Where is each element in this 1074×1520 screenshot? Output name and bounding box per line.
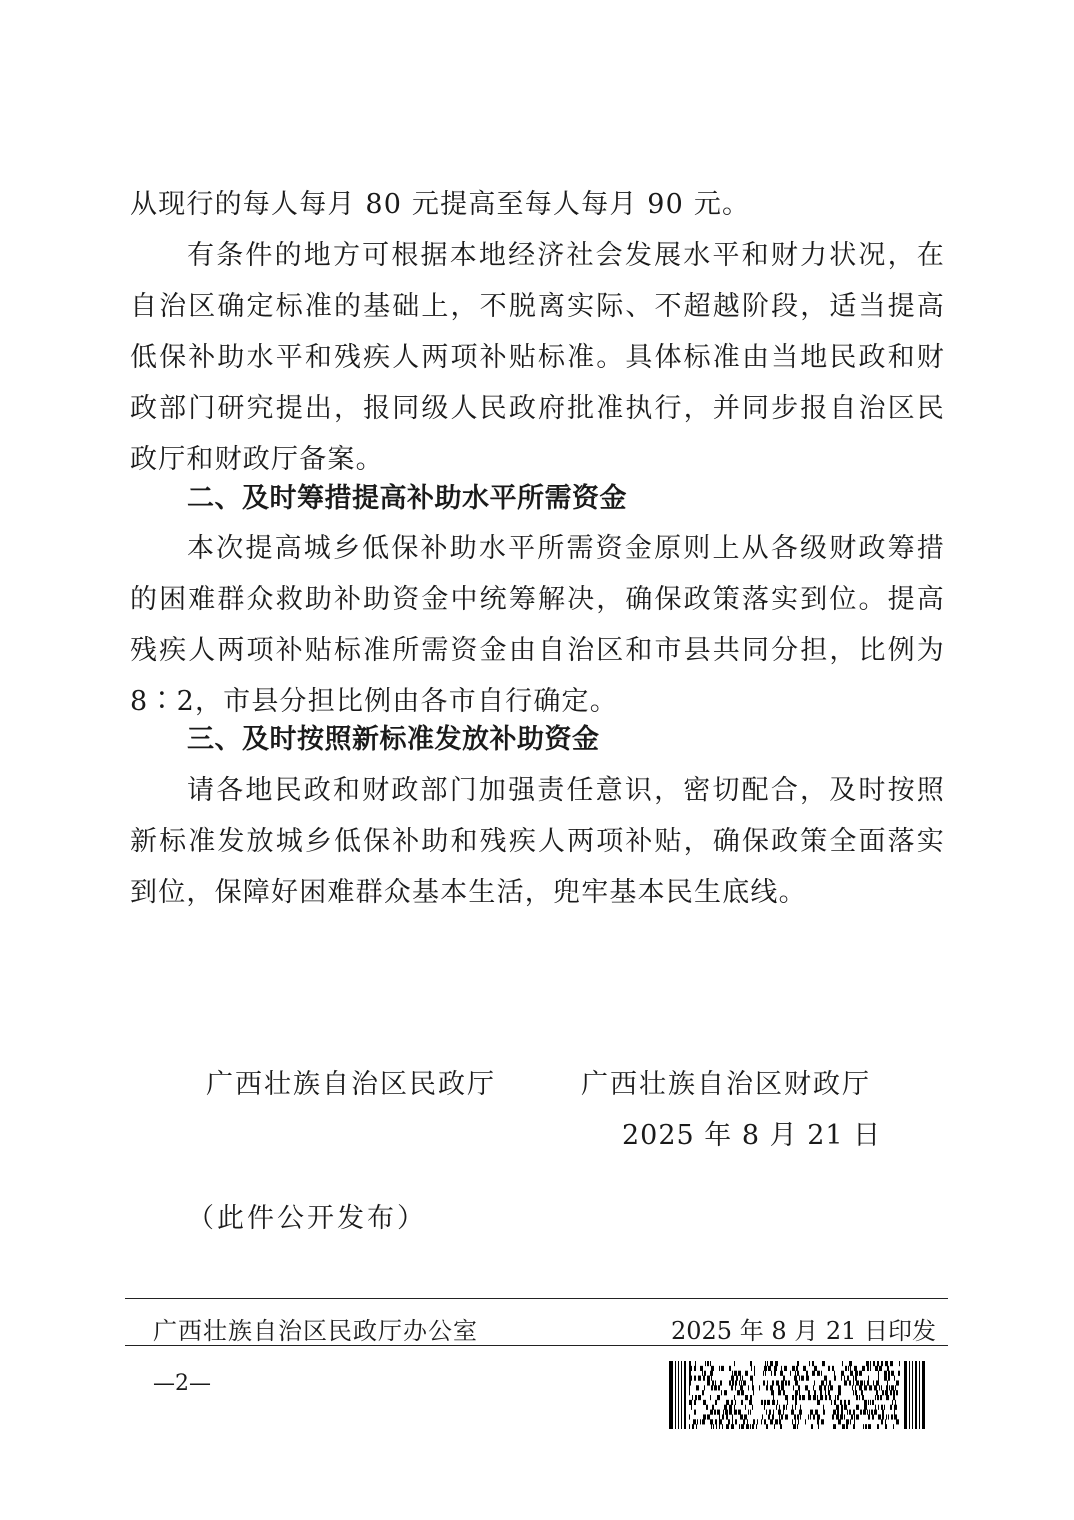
paragraph-4: 请各地民政和财政部门加强责任意识，密切配合，及时按照新标准发放城乡低保补助和残疾人两项补贴，确保政策全面落实到位，保障好困难群众基本生活，兜牢基本民生底线。 — [130, 775, 945, 908]
paragraph-3: 本次提高城乡低保补助水平所需资金原则上从各级财政筹措的困难群众救助补助资金中统筹解决，确保政策落实到位。提高残疾人两项补贴标准所需资金由自治区和市县共同分担，比例为 8∶2，市县分担比例由各市自行确定。 — [130, 533, 945, 717]
signature-date: 2025 年 8 月 21 日 — [622, 1120, 882, 1151]
footer-print-date: 2025 年 8 月 21 日印发 — [671, 1317, 937, 1345]
section-heading-3: 三、及时按照新标准发放补助资金 — [187, 724, 600, 755]
footer-bottom-rule — [125, 1345, 948, 1346]
qr-code-icon — [669, 1361, 925, 1429]
paragraph-2: 有条件的地方可根据本地经济社会发展水平和财力状况，在自治区确定标准的基础上，不脱离实际、不超越阶段，适当提高低保补助水平和残疾人两项补贴标准。具体标准由当地民政和财政部门研究提出，报同级人民政府批准执行，并同步报自治区民政厅和财政厅备案。 — [130, 240, 945, 475]
paragraph-1-end: 从现行的每人每月 80 元提高至每人每月 90 元。 — [130, 189, 751, 220]
footer-top-rule — [125, 1298, 948, 1299]
footer-issuing-office: 广西壮族自治区民政厅办公室 — [153, 1317, 478, 1345]
section-heading-2: 二、及时筹措提高补助水平所需资金 — [187, 483, 627, 514]
disclosure-note: （此件公开发布） — [187, 1203, 427, 1234]
signature-org-civil-affairs: 广西壮族自治区民政厅 — [206, 1069, 496, 1100]
page-number: —2— — [153, 1371, 211, 1396]
signature-org-finance: 广西壮族自治区财政厅 — [581, 1069, 871, 1100]
